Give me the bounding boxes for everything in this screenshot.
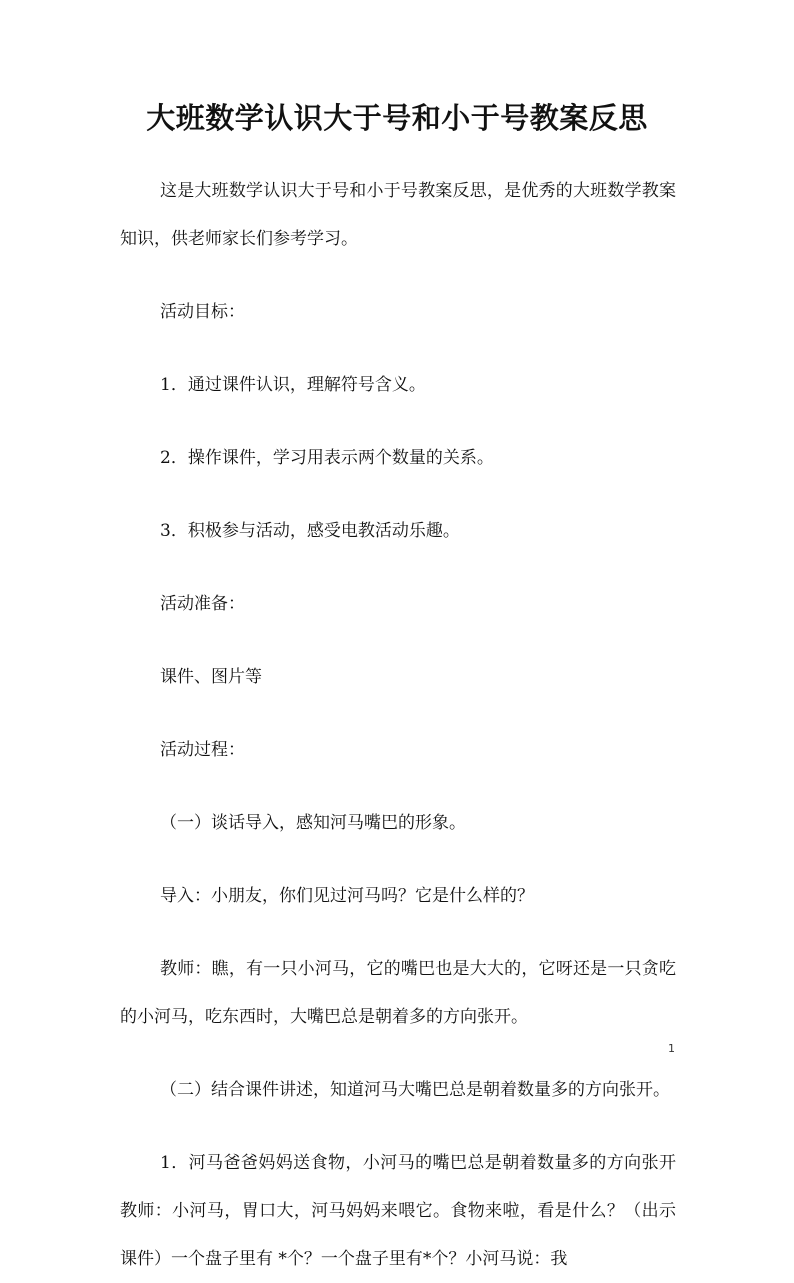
- section-heading-goals: 活动目标：: [160, 302, 245, 322]
- goal-item-1: 1．通过课件认识，理解符号含义。: [160, 375, 426, 395]
- process-step-1-heading: （一）谈话导入，感知河马嘴巴的形象。: [160, 813, 466, 833]
- section-heading-process: 活动过程：: [160, 740, 245, 760]
- goal-item-3: 3．积极参与活动，感受电教活动乐趣。: [160, 521, 460, 541]
- process-step-2-item-1: 1．河马爸爸妈妈送食物，小河马的嘴巴总是朝着数量多的方向张开教师：小河马，胃口大，河马妈妈来喂它。食物来啦，看是什么？（出示课件）一个盘子里有 *个？一个盘子里有*个？小河马说：我: [120, 1153, 676, 1269]
- page-number: 1: [668, 1042, 675, 1055]
- preparation-text: 课件、图片等: [160, 667, 262, 687]
- intro-question: 导入：小朋友，你们见过河马吗？它是什么样的？: [160, 886, 534, 906]
- document-title: 大班数学认识大于号和小于号教案反思: [146, 101, 648, 135]
- goal-item-2: 2．操作课件，学习用表示两个数量的关系。: [160, 448, 494, 468]
- section-heading-preparation: 活动准备：: [160, 594, 245, 614]
- process-step-2-heading: （二）结合课件讲述，知道河马大嘴巴总是朝着数量多的方向张开。: [160, 1080, 670, 1100]
- document-body: [120, 167, 676, 1283]
- intro-paragraph: 这是大班数学认识大于号和小于号教案反思，是优秀的大班数学教案知识，供老师家长们参考学习。: [120, 181, 676, 249]
- teacher-speech: 教师：瞧，有一只小河马，它的嘴巴也是大大的，它呀还是一只贪吃的小河马，吃东西时，大嘴巴总是朝着多的方向张开。: [120, 959, 676, 1027]
